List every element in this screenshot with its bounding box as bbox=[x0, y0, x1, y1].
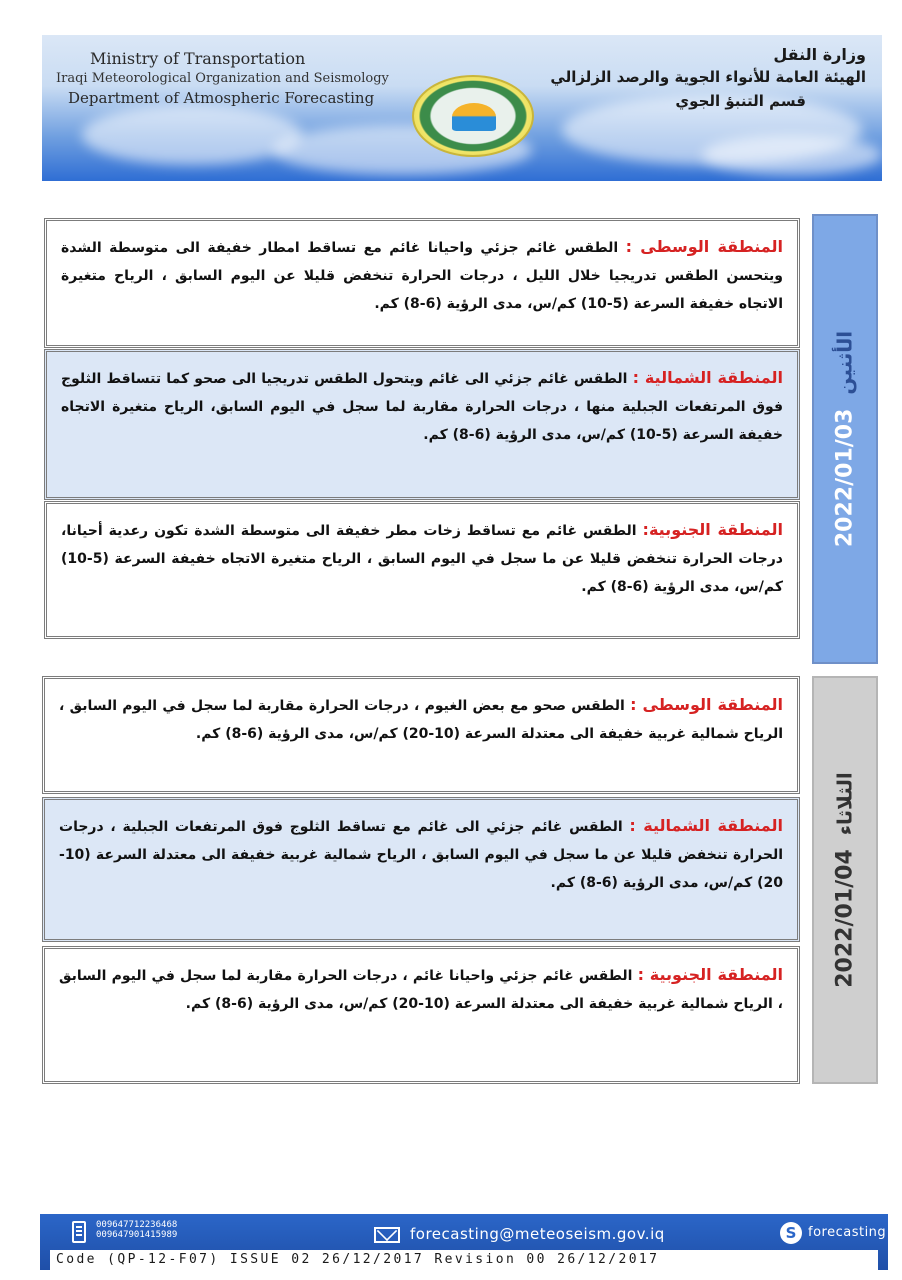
region-forecast: الطقس غائم مع تساقط زخات مطر خفيفة الى متوسطة الشدة تكون رعدية أحيانا، درجات الحرارة تنخفض قليلا عن ما سجل في اليوم السابق ، الرياح متغيرة الاتجاه خفيفة السرعة (5-10) كم/س، مدى الرؤية (6-8) كم. bbox=[61, 523, 783, 595]
phone-numbers bbox=[96, 1220, 177, 1240]
phone-icon bbox=[72, 1221, 86, 1243]
day-1-region-south bbox=[44, 501, 800, 639]
day-2-name: الثلاثاء bbox=[832, 772, 857, 836]
skype-icon: S bbox=[780, 1222, 802, 1244]
department-name-en: Department of Atmospheric Forecasting bbox=[68, 89, 375, 107]
day-2-region-central bbox=[42, 676, 800, 794]
ministry-name-ar: وزارة النقل bbox=[773, 45, 866, 64]
region-name: المنطقة الشمالية : bbox=[632, 368, 784, 387]
region-forecast: الطقس غائم جزئي الى غائم ويتحول الطقس تدريجيا الى صحو كما تتساقط الثلوج فوق المرتفعات الجبلية منها ، درجات الحرارة مقاربة لما سجل في اليوم السابق، الرياح متغيرة الاتجاه خفيفة السرعة (5-10) كم/س، مدى الرؤية (6-8) كم. bbox=[61, 371, 783, 443]
skype-handle[interactable]: forecasting bbox=[808, 1225, 887, 1240]
header-arabic bbox=[550, 45, 866, 110]
region-name: المنطقة الشمالية : bbox=[629, 816, 784, 835]
department-name-ar: قسم التنبؤ الجوي bbox=[675, 92, 806, 110]
day-1-region-central bbox=[44, 218, 800, 348]
mail-icon bbox=[374, 1227, 400, 1243]
document-code: Code (QP-12-F07) ISSUE 02 26/12/2017 Revision 00 26/12/2017 bbox=[50, 1250, 878, 1270]
phone-number-1: 009647712236468 bbox=[96, 1220, 178, 1230]
region-forecast: الطقس صحو مع بعض الغيوم ، درجات الحرارة مقاربة لما سجل في اليوم السابق ، الرياح شمالية غربية خفيفة الى معتدلة السرعة (10-20) كم/س، مدى الرؤية (6-8) كم. bbox=[59, 698, 783, 742]
day-tab-2 bbox=[812, 676, 878, 1084]
footer-bar bbox=[40, 1214, 888, 1270]
header-english bbox=[56, 49, 389, 107]
phone-number-2: 009647901415989 bbox=[96, 1230, 178, 1240]
organization-logo bbox=[412, 75, 534, 157]
region-name: المنطقة الوسطى : bbox=[625, 237, 784, 256]
ministry-name-en: Ministry of Transportation bbox=[90, 49, 306, 68]
region-forecast: الطقس غائم جزئي واحيانا غائم مع تساقط امطار خفيفة الى متوسطة الشدة ويتحسن الطقس تدريجيا خلال الليل ، درجات الحرارة تنخفض قليلا عن اليوم السابق ، الرياح متغيرة الاتجاه خفيفة السرعة (5-10) كم/س، مدى الرؤية (6-8) كم. bbox=[61, 240, 783, 312]
region-forecast: الطقس غائم جزئي واحيانا غائم ، درجات الحرارة مقاربة لما سجل في اليوم السابق ، الرياح شمالية غربية خفيفة الى معتدلة السرعة (10-20) كم/س، مدى الرؤية (6-8) كم. bbox=[59, 968, 783, 1012]
region-forecast: الطقس غائم جزئي الى غائم مع تساقط الثلوج فوق المرتفعات الجبلية ، درجات الحرارة تنخفض قليلا عن ما سجل في اليوم السابق ، الرياح شمالية غربية خفيفة الى معتدلة السرعة (10-20) كم/س، مدى الرؤية (6-8) كم. bbox=[59, 819, 783, 891]
day-2-date: 2022/01/04 bbox=[832, 849, 858, 988]
day-tab-1 bbox=[812, 214, 878, 664]
day-1-region-north bbox=[44, 349, 800, 500]
day-1-date: 2022/01/03 bbox=[832, 408, 858, 548]
region-name: المنطقة الوسطى : bbox=[630, 695, 784, 714]
organization-name-en: Iraqi Meteorological Organization and Seismology bbox=[56, 71, 389, 86]
email-address[interactable]: forecasting@meteoseism.gov.iq bbox=[410, 1225, 665, 1243]
region-name: المنطقة الجنوبية : bbox=[637, 965, 784, 984]
day-2-region-south bbox=[42, 946, 800, 1084]
day-1-name: الأثنين bbox=[832, 330, 857, 395]
organization-name-ar: الهيئة العامة للأنواء الجوية والرصد الزلزالي bbox=[550, 68, 866, 86]
region-name: المنطقة الجنوبية: bbox=[642, 520, 783, 539]
header-banner bbox=[42, 35, 882, 181]
day-2-region-north bbox=[42, 797, 800, 942]
